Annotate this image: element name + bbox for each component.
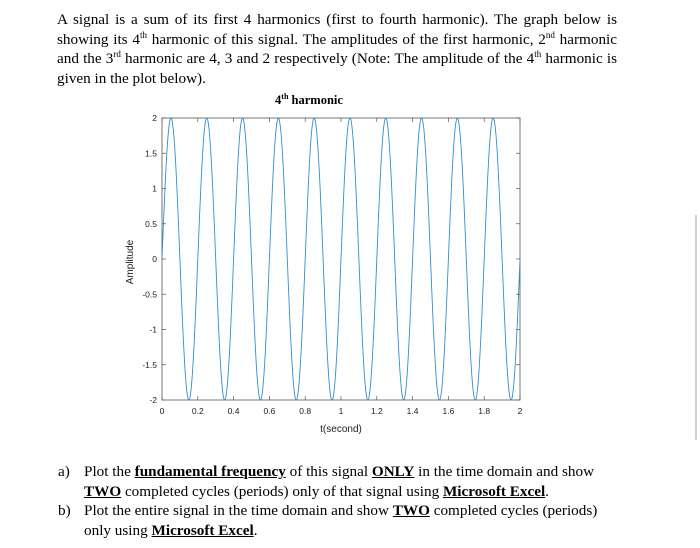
question-a [58, 462, 618, 501]
intro-text-3: harmonic and the 3 [57, 30, 618, 67]
x-tick-label: 1 [338, 406, 344, 416]
plot-area [142, 113, 522, 416]
x-axis-label: t(second) [320, 424, 362, 435]
y-tick-label: -0.5 [142, 289, 157, 300]
y-tick-label: 0 [152, 254, 157, 264]
emphasis-text: TWO [392, 502, 430, 519]
question-text: in the time domain and show [414, 463, 595, 480]
emphasis-text: Microsoft Excel [151, 521, 254, 539]
x-tick-label: 0 [159, 406, 165, 416]
question-text: of this signal [285, 463, 372, 480]
intro-text-4: harmonic are 4, 3 and 2 respectively (Note: The amplitude of the 4 [120, 50, 535, 67]
y-tick-label: 2 [152, 113, 157, 123]
chart-title [275, 92, 343, 107]
x-tick-label: 0.2 [191, 406, 204, 416]
intro-text-1: A signal is a sum of its first 4 harmonics (first to fourth harmonic). The graph below is showing its 4 [57, 11, 617, 48]
x-tick-label: 0.4 [227, 406, 240, 416]
x-tick-label: 1.8 [478, 406, 491, 416]
x-tick-label: 1.6 [442, 406, 455, 416]
question-b [58, 501, 618, 540]
question-text: Plot the [84, 463, 135, 480]
x-tick-label: 1.4 [406, 406, 419, 416]
intro-sup-4: th [534, 48, 542, 59]
x-tick-label: 0.8 [299, 406, 312, 416]
chart-title-sup: th [281, 92, 289, 101]
emphasis-text: fundamental frequency [134, 463, 286, 480]
emphasis-text: TWO [84, 482, 122, 500]
x-tick-label: 1.2 [370, 406, 383, 416]
y-tick-label: -1 [149, 324, 157, 335]
intro-sup-1: th [139, 29, 147, 40]
y-tick-label: 1 [152, 183, 157, 194]
emphasis-text: Microsoft Excel [442, 482, 546, 500]
y-tick-label: -1.5 [142, 359, 157, 370]
question-text: . [253, 521, 258, 539]
question-text: completed cycles (periods) only of that signal using [121, 482, 443, 500]
question-b-label: b) [58, 502, 71, 519]
y-tick-label: 0.5 [145, 218, 157, 229]
x-tick-label: 2 [517, 406, 523, 416]
emphasis-text: ONLY [371, 463, 415, 480]
intro-sup-2: nd [545, 29, 555, 40]
intro-text-5: harmonic is given in the plot below). [57, 50, 618, 87]
intro-sup-3: rd [113, 48, 121, 59]
question-text: . [545, 482, 549, 500]
x-tick-label: 0.6 [263, 406, 276, 416]
y-tick-label: 1.5 [145, 148, 157, 159]
y-tick-label: -2 [149, 395, 157, 405]
chart-title-rest: harmonic [288, 93, 343, 107]
question-text: completed cycles (periods) only using [84, 502, 598, 539]
scrollbar-edge [695, 215, 697, 440]
y-axis-label: Amplitude [125, 239, 136, 285]
question-list [58, 462, 618, 540]
question-text: Plot the entire signal in the time domain and show [84, 502, 393, 519]
intro-text-2: harmonic of this signal. The amplitudes of the first harmonic, 2 [146, 30, 546, 48]
chart-title-main: 4 [275, 93, 282, 107]
question-a-label: a) [58, 463, 70, 480]
